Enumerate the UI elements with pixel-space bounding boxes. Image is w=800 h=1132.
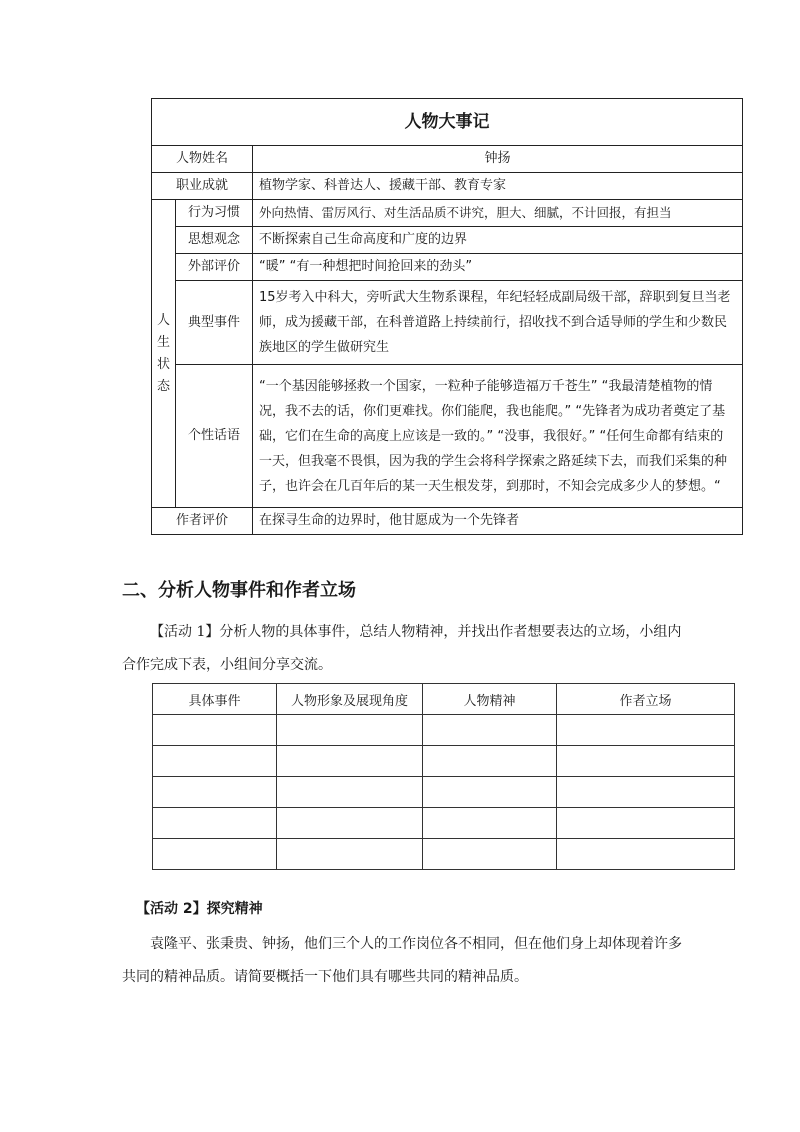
row-label-habits: 行为习惯 [176, 200, 253, 227]
table-row [152, 254, 743, 281]
empty-cell[interactable] [423, 777, 557, 808]
empty-cell[interactable] [423, 808, 557, 839]
life-state-char: 人 [156, 312, 170, 328]
empty-cell[interactable] [557, 746, 735, 777]
empty-cell[interactable] [277, 839, 423, 870]
empty-cell[interactable] [153, 777, 277, 808]
empty-cell[interactable] [557, 715, 735, 746]
table-row [153, 746, 735, 777]
table-header-row [153, 684, 735, 715]
table-row [152, 365, 743, 508]
row-label-ideas: 思想观念 [176, 227, 253, 254]
life-state-char: 状 [156, 356, 170, 372]
header-cell: 作者立场 [557, 684, 735, 715]
empty-cell[interactable] [277, 715, 423, 746]
life-state-char: 态 [156, 378, 170, 394]
section-heading: 二、分析人物事件和作者立场 [122, 580, 356, 601]
empty-cell[interactable] [423, 715, 557, 746]
table-row [152, 281, 743, 365]
row-value-quotes: “一个基因能够拯救一个国家，一粒种子能够造福万千苍生” “我最清楚植物的情况，我不去的话，你们更难找。你们能爬，我也能爬。” “先锋者为成功者奠定了基础，它们在生命的高度上应该是一致的。” “没事，我很好。” “任何生命都有结束的一天，但我毫不畏惧，因为我的学生会将科学探索之路延续下去，而我们采集的种子，也许会在几百年后的某一天生根发芽，到那时，不知会完成多少人的梦想。“ [253, 365, 743, 508]
row-value-evaluation: “暖” “有一种想把时间抢回来的劲头” [253, 254, 743, 281]
table-row [152, 227, 743, 254]
life-state-label [152, 200, 176, 508]
empty-cell[interactable] [423, 746, 557, 777]
header-cell: 人物形象及展现角度 [277, 684, 423, 715]
activity1-text: 【活动 1】分析人物的具体事件，总结人物精神，并找出作者想要表达的立场，小组内合作完成下表，小组间分享交流。 [122, 624, 682, 673]
life-state-char: 生 [156, 334, 170, 350]
row-value-achievement: 植物学家、科普达人、援藏干部、教育专家 [253, 173, 743, 200]
empty-cell[interactable] [153, 715, 277, 746]
row-value-name: 钟扬 [253, 146, 743, 173]
row-value-events: 15岁考入中科大，旁听武大生物系课程，年纪轻轻成副局级干部，辞职到复旦当老师，成为援藏干部，在科普道路上持续前行，招收找不到合适导师的学生和少数民族地区的学生做研究生 [253, 281, 743, 365]
table-title: 人物大事记 [152, 99, 743, 146]
empty-cell[interactable] [277, 808, 423, 839]
character-events-table [151, 98, 743, 535]
table-row [152, 173, 743, 200]
table-row [153, 777, 735, 808]
empty-cell[interactable] [423, 839, 557, 870]
empty-cell[interactable] [277, 746, 423, 777]
activity2-text: 袁隆平、张秉贵、钟扬，他们三个人的工作岗位各不相同，但在他们身上却体现着许多共同的精神品质。请简要概括一下他们具有哪些共同的精神品质。 [122, 936, 682, 985]
table-row [152, 508, 743, 535]
row-label-achievement: 职业成就 [152, 173, 253, 200]
row-label-quotes: 个性话语 [176, 365, 253, 508]
row-label-author-eval: 作者评价 [152, 508, 253, 535]
row-label-evaluation: 外部评价 [176, 254, 253, 281]
row-value-ideas: 不断探索自己生命高度和广度的边界 [253, 227, 743, 254]
table-row [152, 200, 743, 227]
analysis-table [152, 683, 735, 870]
row-value-habits: 外向热情、雷厉风行、对生活品质不讲究，胆大、细腻，不计回报，有担当 [253, 200, 743, 227]
activity2-title: 【活动 2】探究精神 [136, 901, 263, 917]
empty-cell[interactable] [153, 808, 277, 839]
row-label-events: 典型事件 [176, 281, 253, 365]
row-value-author-eval: 在探寻生命的边界时，他甘愿成为一个先锋者 [253, 508, 743, 535]
empty-cell[interactable] [557, 777, 735, 808]
header-cell: 人物精神 [423, 684, 557, 715]
empty-cell[interactable] [153, 746, 277, 777]
empty-cell[interactable] [557, 808, 735, 839]
table-row [153, 715, 735, 746]
table-row [153, 808, 735, 839]
empty-cell[interactable] [153, 839, 277, 870]
empty-cell[interactable] [277, 777, 423, 808]
empty-cell[interactable] [557, 839, 735, 870]
table-row [152, 146, 743, 173]
table-row [153, 839, 735, 870]
row-label-name: 人物姓名 [152, 146, 253, 173]
header-cell: 具体事件 [153, 684, 277, 715]
